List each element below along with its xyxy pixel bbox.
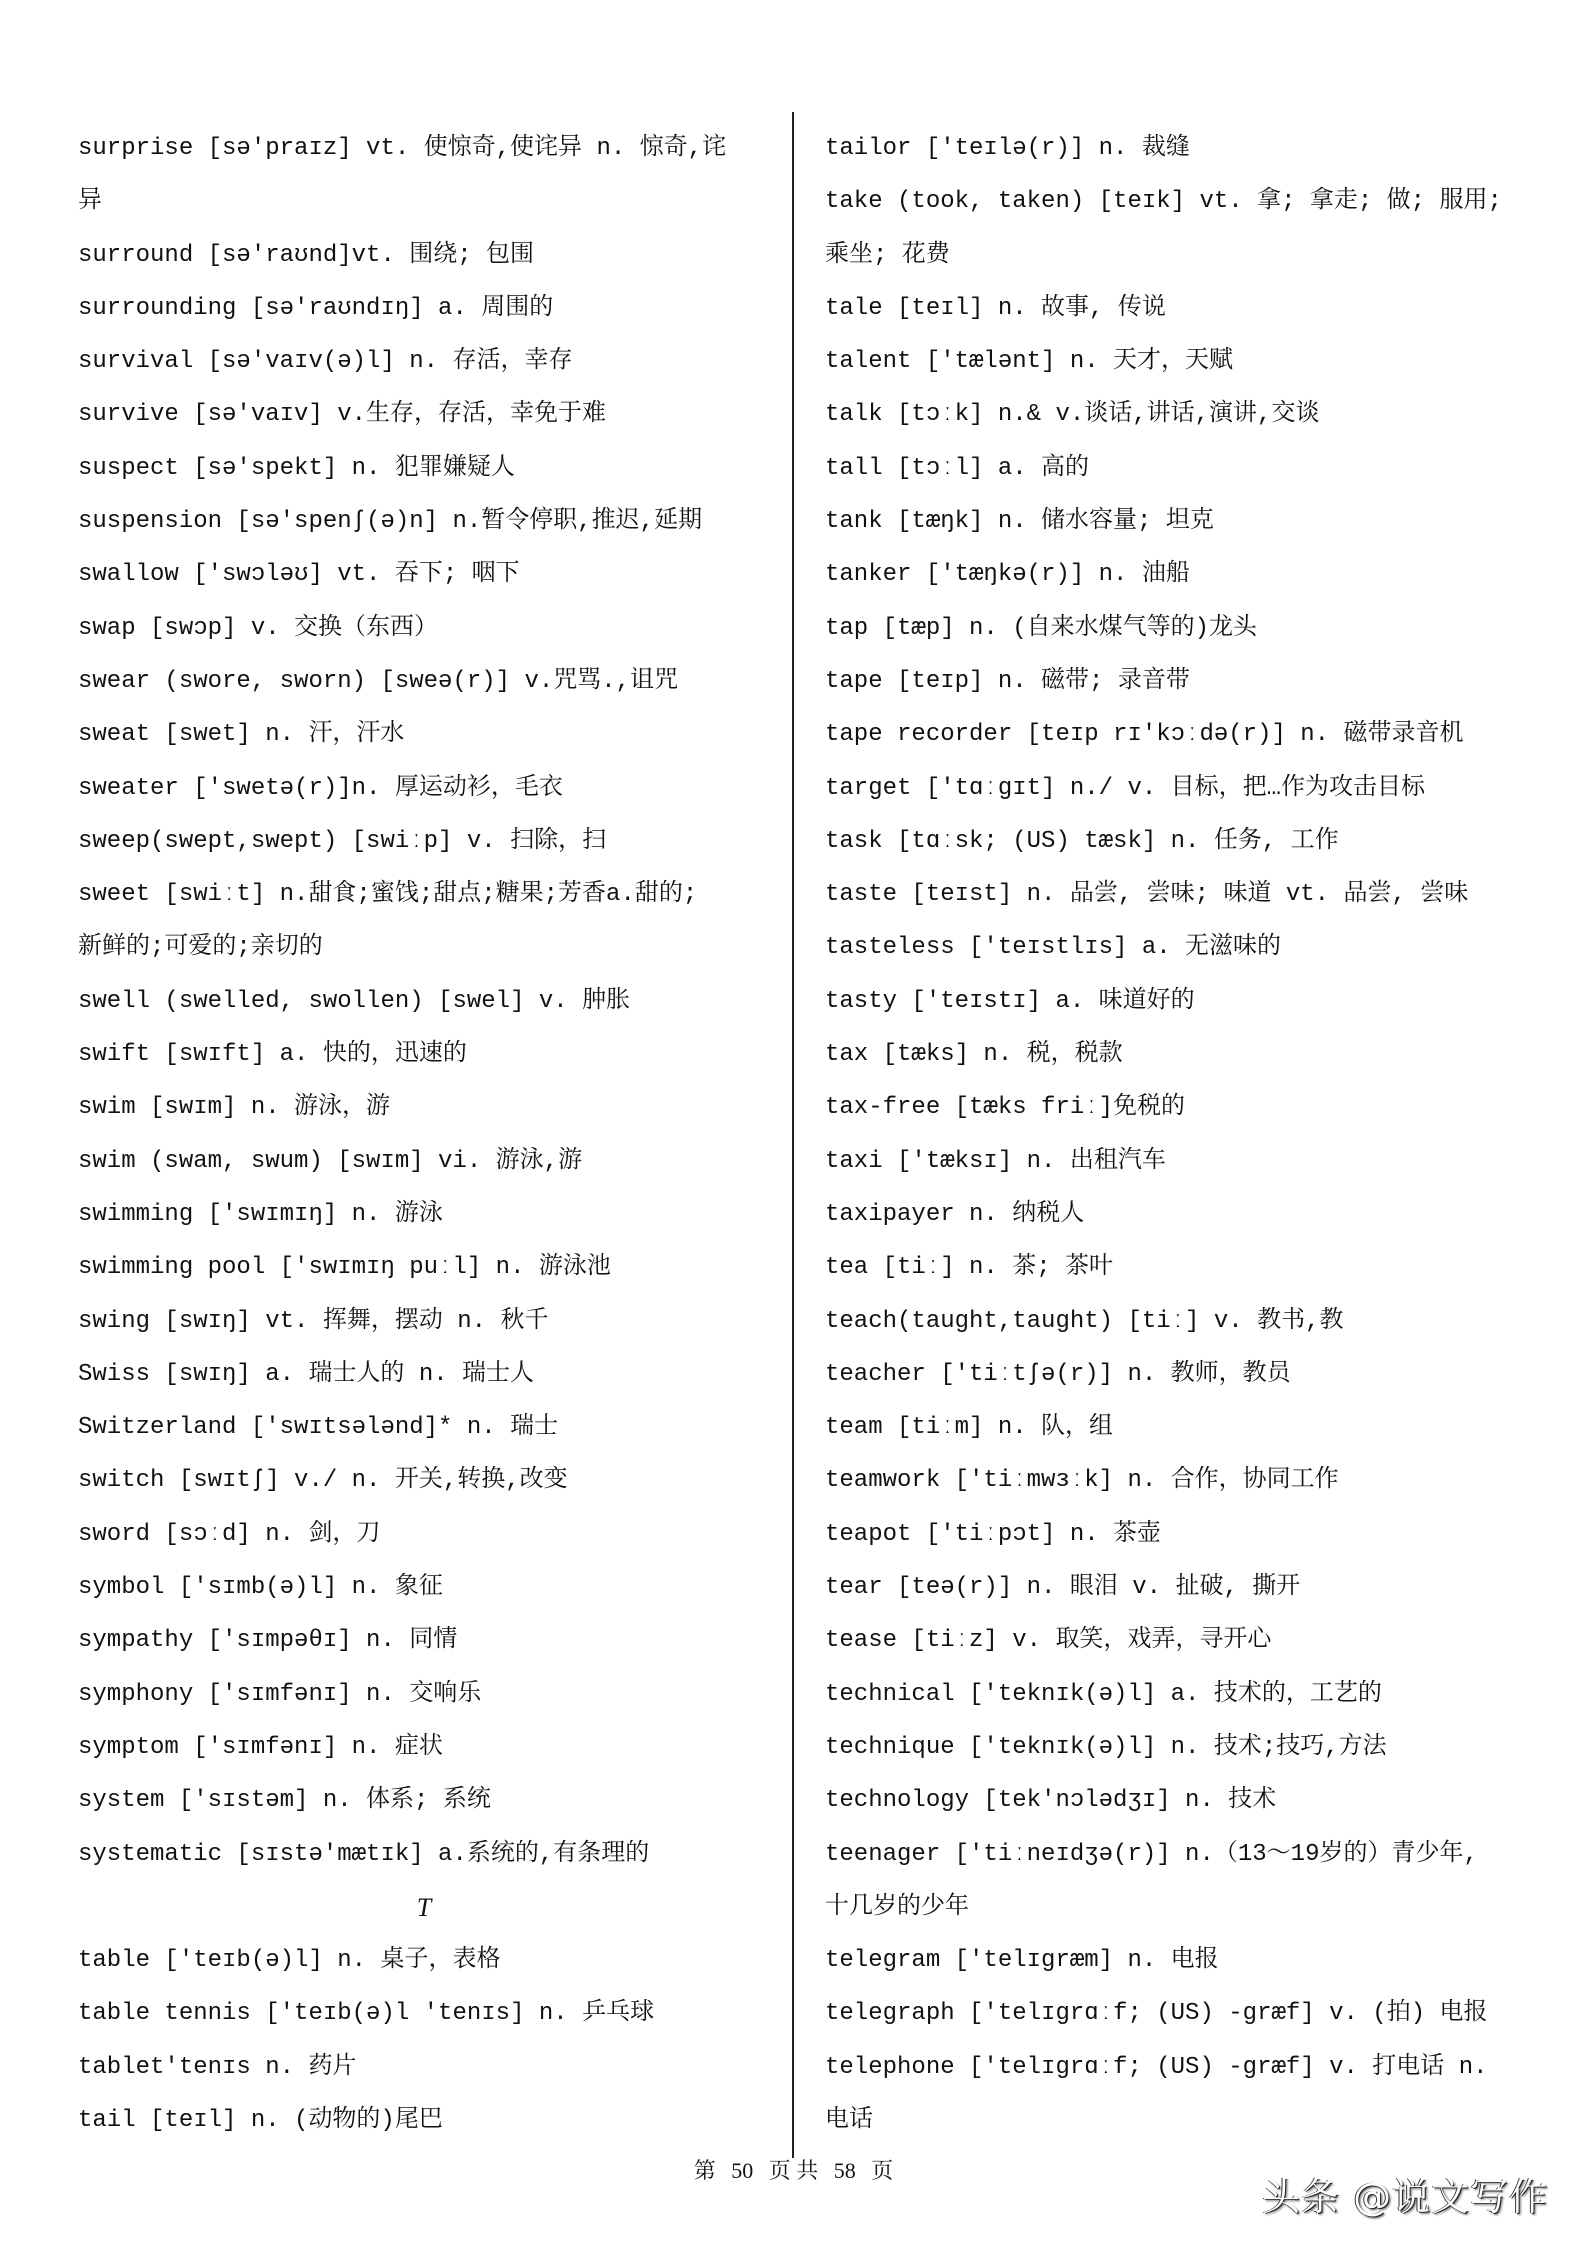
vocab-entry-line: tear [teə(r)] n. 眼泪 v. 扯破, 撕开: [825, 1574, 1301, 1602]
vocab-entry-line: 电话: [825, 2106, 873, 2134]
vocab-entry-line: suspension [sə'spenʃ(ə)n] n.暂令停职,推迟,延期: [78, 508, 703, 536]
vocab-entry-line: sweat [swet] n. 汗，汗水: [78, 721, 405, 749]
vocab-entry-line: systematic [sɪstə'mætɪk] a.系统的,有条理的: [78, 1840, 650, 1868]
vocab-entry-line: swim [swɪm] n. 游泳，游: [78, 1094, 391, 1122]
vocab-entry-line: target ['tɑːgɪt] n./ v. 目标，把…作为攻击目标: [825, 774, 1426, 802]
vocab-entry-line: teenager ['tiːneɪdʒə(r)] n.（13～19岁的）青少年,: [825, 1840, 1478, 1868]
vocab-entry-line: swimming pool ['swɪmɪŋ puːl] n. 游泳池: [78, 1254, 611, 1282]
vocab-entry-line: task [tɑːsk; (US) tæsk] n. 任务, 工作: [825, 827, 1339, 855]
vocab-entry-line: Swiss [swɪŋ] a. 瑞士人的 n. 瑞士人: [78, 1360, 535, 1388]
vocab-entry-line: sweet [swiːt] n.甜食;蜜饯;甜点;糖果;芳香a.甜的;: [78, 881, 698, 909]
vocab-entry-line: sweep(swept,swept) [swiːp] v. 扫除，扫: [78, 827, 607, 855]
left-column: [78, 122, 778, 2147]
vocab-entry-line: survival [sə'vaɪv(ə)l] n. 存活，幸存: [78, 348, 573, 376]
column-divider: [792, 112, 794, 2158]
vocab-entry-line: telephone ['telɪgrɑːf; (US) -græf] v. 打电话 n.: [825, 2053, 1488, 2081]
vocab-entry-line: tasty ['teɪstɪ] a. 味道好的: [825, 987, 1195, 1015]
vocab-entry-line: tanker ['tæŋkə(r)] n. 油船: [825, 561, 1190, 589]
page-total: 58: [833, 2158, 856, 2183]
vocab-entry-line: surround [sə'raʊnd]vt. 围绕; 包围: [78, 241, 535, 269]
vocab-entry-line: tablet'tenɪs n. 药片: [78, 2053, 357, 2081]
vocab-entry-line: tape [teɪp] n. 磁带; 录音带: [825, 667, 1190, 695]
vocab-entry-line: survive [sə'vaɪv] v.生存，存活，幸免于难: [78, 401, 607, 429]
vocab-entry-line: 新鲜的;可爱的;亲切的: [78, 934, 323, 962]
vocab-entry-line: suspect [sə'spekt] n. 犯罪嫌疑人: [78, 454, 515, 482]
vocab-entry-line: taxi ['tæksɪ] n. 出租汽车: [825, 1147, 1166, 1175]
vocab-entry-line: tasteless ['teɪstlɪs] a. 无滋味的: [825, 934, 1282, 962]
vocab-entry-line: teach(taught,taught) [tiː] v. 教书,教: [825, 1307, 1344, 1335]
vocab-entry-line: tank [tæŋk] n. 储水容量; 坦克: [825, 508, 1214, 536]
vocab-entry-line: symptom ['sɪmfənɪ] n. 症状: [78, 1733, 443, 1761]
vocab-entry-line: swap [swɔp] v. 交换（东西）: [78, 614, 439, 642]
vocab-entry-line: switch [swɪtʃ] v./ n. 开关,转换,改变: [78, 1467, 568, 1495]
vocab-entry-line: swing [swɪŋ] vt. 挥舞，摆动 n. 秋千: [78, 1307, 549, 1335]
vocab-entry-line: Switzerland ['swɪtsələnd]* n. 瑞士: [78, 1414, 559, 1442]
vocab-entry-line: sweater ['swetə(r)]n. 厚运动衫，毛衣: [78, 774, 563, 802]
vocab-entry-line: take (took, taken) [teɪk] vt. 拿; 拿走; 做; 服用;: [825, 188, 1502, 216]
vocab-entry-line: tall [tɔːl] a. 高的: [825, 454, 1090, 482]
page-suffix: 页: [871, 2158, 894, 2183]
vocab-entry-line: teamwork ['tiːmwɜːk] n. 合作，协同工作: [825, 1467, 1339, 1495]
page-prefix: 第: [693, 2158, 716, 2183]
vocab-entry-line: telegraph ['telɪgrɑːf; (US) -græf] v. (拍) 电报: [825, 2000, 1488, 2028]
vocab-entry-line: tease [tiːz] v. 取笑，戏弄，寻开心: [825, 1627, 1272, 1655]
vocab-entry-line: 乘坐; 花费: [825, 241, 950, 269]
page-mid: 页 共: [768, 2158, 819, 2183]
section-letter-heading: T: [416, 1892, 432, 1922]
vocab-entry-line: sympathy ['sɪmpəθɪ] n. 同情: [78, 1627, 458, 1655]
vocab-entry-line: sword [sɔːd] n. 剑，刀: [78, 1520, 381, 1548]
vocab-entry-line: taste [teɪst] n. 品尝, 尝味; 味道 vt. 品尝, 尝味: [825, 881, 1469, 909]
vocab-entry-line: swimming ['swɪmɪŋ] n. 游泳: [78, 1200, 443, 1228]
vocab-entry-line: swallow ['swɔləʊ] vt. 吞下; 咽下: [78, 561, 520, 589]
vocab-entry-line: technology [tek'nɔlədʒɪ] n. 技术: [825, 1787, 1277, 1815]
vocab-entry-line: taxipayer n. 纳税人: [825, 1200, 1085, 1228]
vocab-entry-line: tale [teɪl] n. 故事, 传说: [825, 294, 1166, 322]
vocab-entry-line: surprise [sə'praɪz] vt. 使惊奇,使诧异 n. 惊奇,诧: [78, 135, 727, 162]
vocab-entry-line: swell (swelled, swollen) [swel] v. 肿胀: [78, 987, 631, 1015]
vocab-entry-line: talk [tɔːk] n.& v.谈话,讲话,演讲,交谈: [825, 401, 1320, 429]
vocab-entry-line: talent ['tælənt] n. 天才，天赋: [825, 348, 1234, 376]
vocab-entry-line: teapot ['tiːpɔt] n. 茶壶: [825, 1520, 1162, 1548]
vocab-entry-line: swift [swɪft] a. 快的，迅速的: [78, 1041, 467, 1069]
vocab-entry-line: symbol ['sɪmb(ə)l] n. 象征: [78, 1574, 443, 1602]
vocab-entry-line: tax [tæks] n. 税，税款: [825, 1041, 1123, 1069]
watermark: 头条 @说文写作: [1262, 2175, 1549, 2219]
vocab-entry-line: tap [tæp] n. (自来水煤气等的)龙头: [825, 614, 1258, 642]
vocab-entry-line: team [tiːm] n. 队，组: [825, 1414, 1114, 1442]
vocab-entry-line: system ['sɪstəm] n. 体系; 系统: [78, 1787, 491, 1815]
vocab-entry-line: table tennis ['teɪb(ə)l 'tenɪs] n. 乒乓球: [78, 2000, 655, 2028]
vocab-entry-line: symphony ['sɪmfənɪ] n. 交响乐: [78, 1680, 482, 1708]
right-column: [825, 122, 1525, 2147]
vocab-entry-line: telegram ['telɪgræm] n. 电报: [825, 1947, 1219, 1975]
vocab-entry-line: surrounding [sə'raʊndɪŋ] a. 周围的: [78, 294, 554, 322]
vocab-entry-line: swim (swam, swum) [swɪm] vi. 游泳,游: [78, 1147, 583, 1175]
vocab-entry-line: swear (swore, sworn) [sweə(r)] v.咒骂.,诅咒: [78, 667, 679, 695]
vocab-entry-line: tailor ['teɪlə(r)] n. 裁缝: [825, 135, 1190, 162]
vocab-entry-line: technical ['teknɪk(ə)l] a. 技术的，工艺的: [825, 1680, 1382, 1708]
vocab-entry-line: tail [teɪl] n. (动物的)尾巴: [78, 2106, 443, 2134]
vocab-entry-line: technique ['teknɪk(ə)l] n. 技术;技巧,方法: [825, 1733, 1387, 1761]
vocab-entry-line: 异: [78, 188, 102, 216]
vocab-entry-line: tax-free [tæks friː]免税的: [825, 1094, 1186, 1122]
vocab-entry-line: teacher ['tiːtʃə(r)] n. 教师，教员: [825, 1360, 1291, 1388]
page-current: 50: [731, 2158, 754, 2183]
vocab-entry-line: tea [tiː] n. 茶; 茶叶: [825, 1254, 1114, 1282]
vocab-entry-line: 十几岁的少年: [825, 1893, 969, 1921]
vocab-entry-line: tape recorder [teɪp rɪ'kɔːdə(r)] n. 磁带录音机: [825, 721, 1464, 749]
vocab-entry-line: table ['teɪb(ə)l] n. 桌子，表格: [78, 1947, 501, 1975]
